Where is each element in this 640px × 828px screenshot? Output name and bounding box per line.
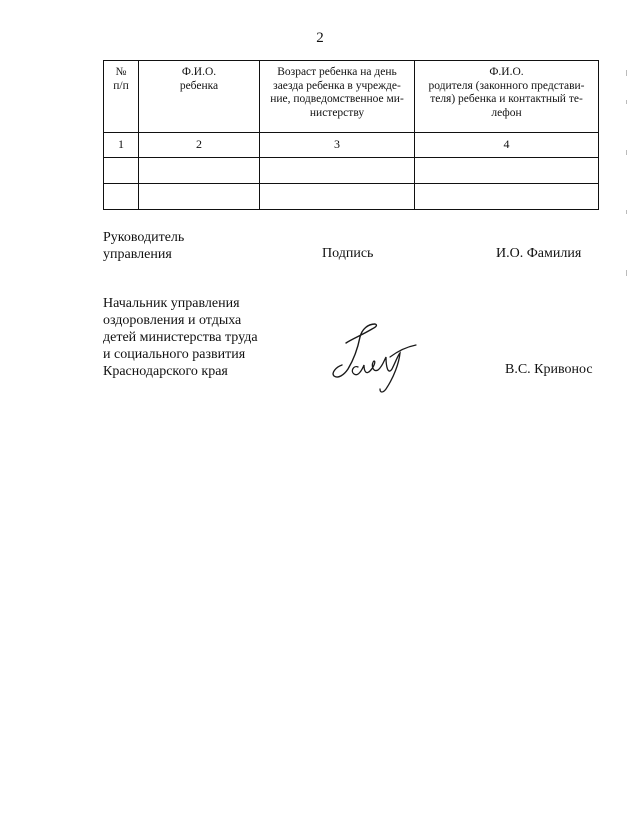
signer-position-line: Начальник управления (103, 296, 240, 311)
table-cell (139, 184, 260, 210)
table-header-row (104, 61, 599, 133)
signer-position-line: оздоровления и отдыха (103, 313, 242, 328)
header-line: лефон (491, 106, 522, 119)
header-line: родителя (законного представи- (428, 79, 585, 92)
signer-position-line: Краснодарского края (103, 364, 228, 379)
handwritten-signature (328, 315, 423, 395)
header-line: Возраст ребенка на день (277, 66, 397, 78)
signer-name: В.С. Кривонос (505, 362, 593, 377)
table-row (104, 184, 599, 210)
column-number-row (104, 133, 599, 158)
table-cell: 3 (260, 133, 415, 158)
signer-position-line: и социального развития (103, 347, 246, 362)
table-row (104, 158, 599, 184)
scan-edge-marks (626, 70, 628, 290)
header-parent-contact (415, 61, 599, 133)
table-cell: 1 (104, 133, 139, 158)
header-line: ние, подведомственное ми- (270, 93, 404, 105)
signer-position (103, 295, 258, 380)
form-position-line: управления (103, 247, 172, 262)
table-cell (104, 184, 139, 210)
form-position-label (103, 229, 184, 263)
table-cell (139, 158, 260, 184)
table-cell: 2 (139, 133, 260, 158)
signer-position-line: детей министерства труда (103, 330, 258, 345)
signature-label: Подпись (322, 246, 374, 261)
header-line: Ф.И.О. (489, 66, 524, 78)
children-table (103, 60, 599, 210)
table-cell (260, 184, 415, 210)
name-label: И.О. Фамилия (496, 246, 582, 261)
header-line: ребенка (179, 79, 219, 92)
header-number (104, 61, 139, 133)
header-line: № (115, 66, 127, 78)
table-cell (104, 158, 139, 184)
header-line: Ф.И.О. (181, 66, 217, 78)
form-position-line: Руководитель (103, 230, 185, 245)
table-cell (415, 184, 599, 210)
table-cell (415, 158, 599, 184)
header-child-age (260, 61, 415, 133)
table-cell (260, 158, 415, 184)
header-line: теля) ребенка и контактный те- (430, 93, 583, 105)
header-line: заезда ребенка в учрежде- (273, 79, 401, 92)
page-number: 2 (316, 30, 324, 46)
table-cell: 4 (415, 133, 599, 158)
header-line: нистерству (309, 106, 365, 119)
header-child-name (139, 61, 260, 133)
header-line: п/п (113, 79, 129, 92)
